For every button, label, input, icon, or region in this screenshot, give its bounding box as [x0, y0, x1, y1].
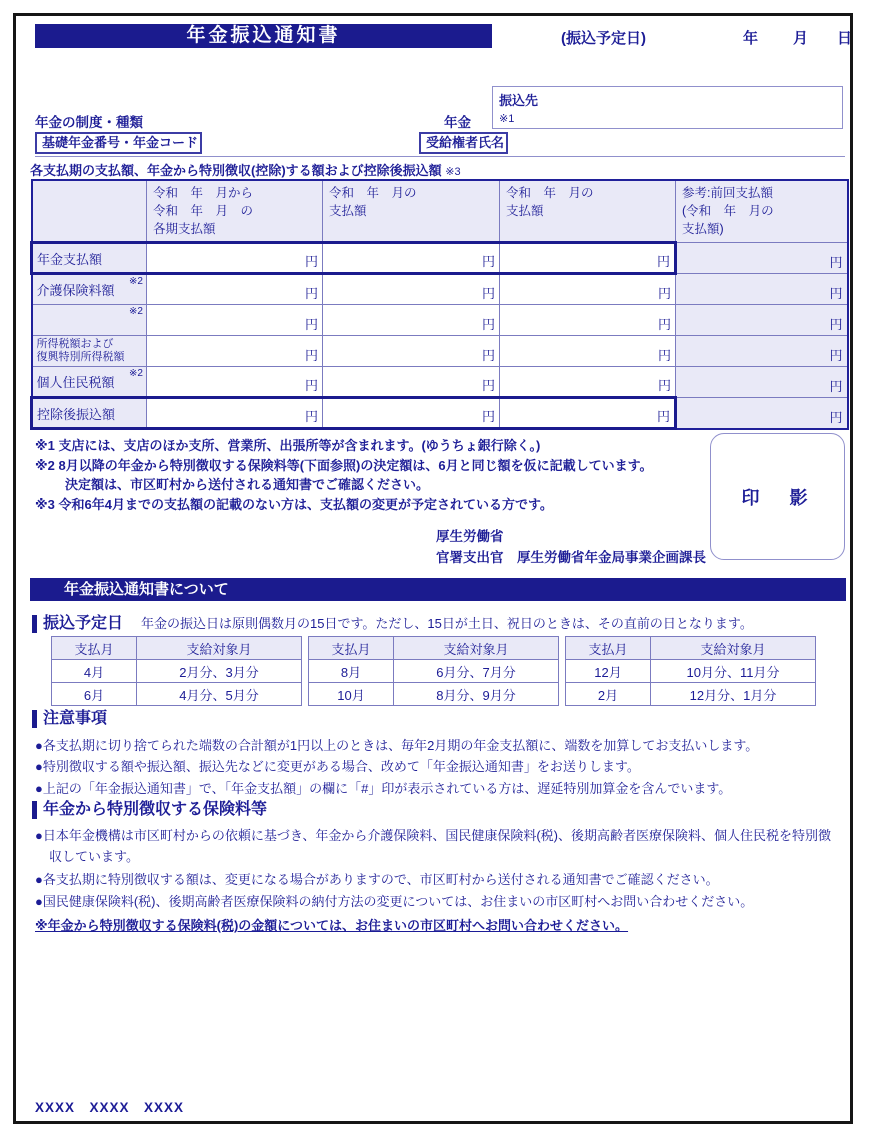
row-resident-tax — [32, 367, 848, 398]
caution-item: ●特別徴収する額や振込額、振込先などに変更がある場合、改めて「年金振込通知書」をお送りします。 — [35, 759, 640, 775]
amount-cell: 円 — [323, 367, 500, 398]
schedule-col-payment-month: 支払月 — [52, 637, 137, 660]
schedule-row: 4月 2月分、3月分 — [52, 660, 302, 683]
month-label: 月 — [793, 30, 809, 47]
amount-cell: 円 — [147, 305, 323, 336]
footnote-2b: 決定額は、市区町村から送付される通知書でご確認ください。 — [65, 477, 430, 492]
caution-item: ●上記の「年金振込通知書」で、「年金支払額」の欄に「#」印が表示されている方は、遅延特別加算金を含んでいます。 — [35, 780, 732, 796]
amount-cell: 円 — [323, 398, 500, 429]
schedule-row: 12月 10月分、11月分 — [566, 660, 816, 683]
row-income-tax — [32, 336, 848, 367]
payment-schedule-tables — [51, 636, 816, 706]
amount-cell: 円 — [500, 367, 676, 398]
row-label: 年金支払額 — [32, 243, 147, 274]
reference-amount-cell: 円 — [676, 305, 848, 336]
reference-amount-cell: 円 — [676, 243, 848, 274]
footnote-2: ※2 8月以降の年金から特別徴収する保険料等(下面参照)の決定額は、6月と同じ額を仮に記載しています。 — [35, 457, 653, 473]
reference-amount-cell: 円 — [676, 336, 848, 367]
document-title: 年金振込通知書 — [35, 24, 492, 48]
special-collection-list — [35, 826, 841, 939]
transfer-destination-box — [492, 86, 843, 129]
row-label: 控除後振込額 — [32, 398, 147, 429]
transfer-schedule-heading: 振込予定日 — [32, 615, 123, 633]
transfer-destination-note: ※1 — [499, 113, 515, 125]
seal-text: 印 影 — [741, 487, 814, 508]
amount-cell: 円 — [323, 243, 500, 274]
issuer-ministry: 厚生労働省 — [436, 529, 504, 544]
footnote-3: ※3 令和6年4月までの支払額の記載のない方は、支払額の変更が予定されている方です。 — [35, 496, 553, 512]
amount-cell: 円 — [147, 336, 323, 367]
schedule-table-group3 — [565, 636, 816, 706]
schedule-table-group2 — [308, 636, 559, 706]
row-care-insurance — [32, 274, 848, 305]
payment-amount-table — [30, 179, 849, 430]
row-label: 個人住民税額 ※2 — [32, 367, 147, 398]
special-footnote: ※年金から特別徴収する保険料(税)の金額については、お住まいの市区町村へお問い合わせください。 — [35, 918, 629, 934]
pension-notice-document — [13, 13, 853, 1124]
reference-amount-cell: 円 — [676, 398, 848, 429]
caution-item: ●各支払期に切り捨てられた端数の合計額が1円以上のときは、毎年2月期の年金支払額に、端数を加算してお支払いします。 — [35, 738, 759, 753]
transfer-schedule-heading-row — [32, 613, 753, 633]
amount-cell: 円 — [500, 274, 676, 305]
schedule-row: 8月 6月分、7月分 — [309, 660, 559, 683]
official-seal-box — [710, 433, 845, 560]
payment-table-caption — [30, 160, 461, 179]
table-footnotes — [35, 436, 705, 514]
col-header-month2: 令和 年 月の 支払額 — [500, 180, 676, 243]
amount-cell: 円 — [323, 336, 500, 367]
schedule-row: 2月 12月分、1月分 — [566, 683, 816, 706]
amount-cell: 円 — [323, 305, 500, 336]
special-item: ●各支払期に特別徴収する額は、変更になる場合がありますので、市区町村から送付される通知書でご確認ください。 — [35, 871, 719, 887]
amount-cell: 円 — [500, 398, 676, 429]
year-label: 年 — [743, 30, 759, 47]
schedule-col-target-month: 支給対象月 — [394, 637, 559, 660]
schedule-col-target-month: 支給対象月 — [137, 637, 302, 660]
id-row — [35, 132, 845, 157]
schedule-col-payment-month: 支払月 — [309, 637, 394, 660]
payment-table-caption-text: 各支払期の支払額、年金から特別徴収(控除)する額および控除後振込額 — [30, 163, 442, 178]
row-label: ※2 — [32, 305, 147, 336]
amount-cell: 円 — [500, 243, 676, 274]
form-code: XXXX XXXX XXXX — [35, 1100, 185, 1115]
special-item: ●日本年金機構は市区町村からの依頼に基づき、年金から介護保険料、国民健康保険料(税)、後期高齢者医療保険料、個人住民税を特別徴収しています。 — [35, 828, 831, 864]
schedule-table-group1 — [51, 636, 302, 706]
pension-system-type-label: 年金の制度・種類 — [35, 115, 143, 130]
transfer-destination-label: 振込先 — [499, 93, 539, 108]
amount-cell: 円 — [147, 367, 323, 398]
schedule-col-target-month: 支給対象月 — [651, 637, 816, 660]
corner-cell — [32, 180, 147, 243]
amount-cell: 円 — [147, 274, 323, 305]
payment-table-header-row — [32, 180, 848, 243]
transfer-schedule-description: 年金の振込日は原則偶数月の15日です。ただし、15日が土日、祝日のときは、その直前の日となります。 — [141, 616, 753, 631]
schedule-row: 10月 8月分、9月分 — [309, 683, 559, 706]
pension-label: 年金 — [444, 115, 471, 130]
amount-cell: 円 — [500, 305, 676, 336]
beneficiary-name-label: 受給権者氏名 — [419, 132, 508, 154]
special-item: ●国民健康保険料(税)、後期高齢者医療保険料の納付方法の変更については、お住まいの市区町村へお問い合わせください。 — [35, 894, 754, 910]
footnote-1: ※1 支店には、支店のほか支所、営業所、出張所等が含まれます。(ゆうちょ銀行除く。) — [35, 438, 541, 453]
issuer-block — [436, 527, 706, 569]
col-header-previous-payment: 参考:前回支払額 (令和 年 月の 支払額) — [676, 180, 848, 243]
cautions-list — [35, 735, 841, 799]
row-label: 介護保険料額 ※2 — [32, 274, 147, 305]
col-header-month1: 令和 年 月の 支払額 — [323, 180, 500, 243]
scheduled-transfer-date-label: (振込予定日) — [561, 30, 646, 47]
day-label: 日 — [837, 30, 853, 47]
row-net-transfer-amount — [32, 398, 848, 429]
issuer-officer: 官署支出官 厚生労働省年金局事業企画課長 — [436, 549, 706, 565]
cautions-heading: 注意事項 — [32, 710, 107, 728]
reference-amount-cell: 円 — [676, 367, 848, 398]
row-blank — [32, 305, 848, 336]
col-header-period-total: 令和 年 月から 令和 年 月 の 各期支払額 — [147, 180, 323, 243]
reference-amount-cell: 円 — [676, 274, 848, 305]
schedule-col-payment-month: 支払月 — [566, 637, 651, 660]
amount-cell: 円 — [500, 336, 676, 367]
amount-cell: 円 — [323, 274, 500, 305]
payment-table-caption-note: ※3 — [445, 166, 461, 178]
special-collection-heading: 年金から特別徴収する保険料等 — [32, 801, 267, 819]
amount-cell: 円 — [147, 243, 323, 274]
row-pension-payment — [32, 243, 848, 274]
row-label: 所得税額および 復興特別所得税額 — [32, 336, 147, 367]
about-section-bar: 年金振込通知書について — [30, 578, 846, 601]
amount-cell: 円 — [147, 398, 323, 429]
basic-pension-number-label: 基礎年金番号・年金コード — [35, 132, 202, 154]
schedule-row: 6月 4月分、5月分 — [52, 683, 302, 706]
